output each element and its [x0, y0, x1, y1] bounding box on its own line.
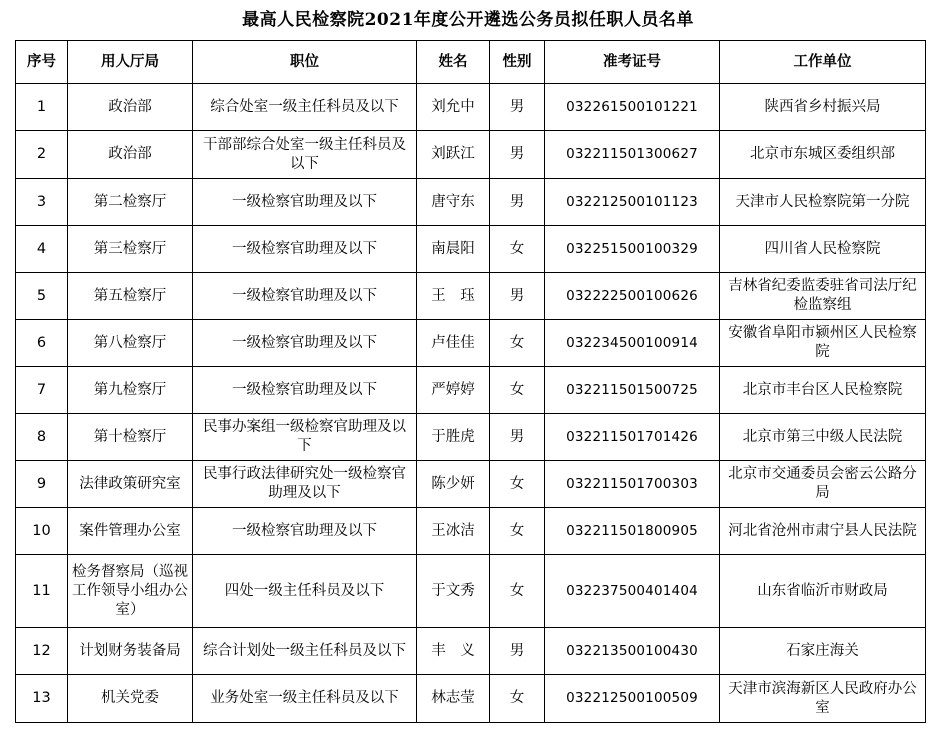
cell-gender: 女 — [490, 675, 545, 723]
cell-name: 于文秀 — [417, 555, 490, 628]
header-no: 序号 — [16, 41, 68, 84]
cell-gender: 男 — [490, 414, 545, 461]
cell-gender: 男 — [490, 131, 545, 179]
header-position: 职位 — [193, 41, 417, 84]
table-row — [16, 414, 926, 461]
cell-exam-id: 032211501800905 — [545, 508, 720, 555]
page-title: 最高人民检察院2021年度公开遴选公务员拟任职人员名单 — [242, 10, 694, 30]
cell-workplace: 北京市东城区委组织部 — [720, 131, 926, 179]
cell-exam-id: 032211501701426 — [545, 414, 720, 461]
cell-exam-id: 032222500100626 — [545, 273, 720, 320]
cell-workplace: 天津市人民检察院第一分院 — [720, 179, 926, 226]
cell-name: 林志莹 — [417, 675, 490, 723]
cell-workplace: 吉林省纪委监委驻省司法厅纪检监察组 — [720, 273, 926, 320]
cell-dept: 第八检察厅 — [68, 320, 193, 367]
cell-dept: 计划财务装备局 — [68, 628, 193, 675]
cell-position: 四处一级主任科员及以下 — [193, 555, 417, 628]
cell-exam-id: 032211501300627 — [545, 131, 720, 179]
cell-exam-id: 032212500101123 — [545, 179, 720, 226]
cell-position: 一级检察官助理及以下 — [193, 273, 417, 320]
cell-gender: 女 — [490, 226, 545, 273]
table-row — [16, 555, 926, 628]
cell-position: 一级检察官助理及以下 — [193, 320, 417, 367]
cell-gender: 男 — [490, 628, 545, 675]
cell-position: 民事办案组一级检察官助理及以下 — [193, 414, 417, 461]
cell-name: 严婷婷 — [417, 367, 490, 414]
cell-dept: 第三检察厅 — [68, 226, 193, 273]
cell-position: 业务处室一级主任科员及以下 — [193, 675, 417, 723]
cell-dept: 第十检察厅 — [68, 414, 193, 461]
cell-gender: 女 — [490, 508, 545, 555]
cell-workplace: 北京市丰台区人民检察院 — [720, 367, 926, 414]
cell-name: 王冰洁 — [417, 508, 490, 555]
cell-exam-id: 032212500100509 — [545, 675, 720, 723]
cell-dept: 第二检察厅 — [68, 179, 193, 226]
cell-no: 3 — [16, 179, 68, 226]
cell-position: 干部部综合处室一级主任科员及以下 — [193, 131, 417, 179]
cell-no: 12 — [16, 628, 68, 675]
cell-no: 5 — [16, 273, 68, 320]
cell-no: 13 — [16, 675, 68, 723]
table-row — [16, 84, 926, 131]
cell-no: 2 — [16, 131, 68, 179]
table-row — [16, 320, 926, 367]
table-row — [16, 461, 926, 508]
cell-gender: 男 — [490, 273, 545, 320]
cell-workplace: 天津市滨海新区人民政府办公室 — [720, 675, 926, 723]
cell-no: 10 — [16, 508, 68, 555]
cell-position: 综合处室一级主任科员及以下 — [193, 84, 417, 131]
cell-name: 陈少妍 — [417, 461, 490, 508]
cell-workplace: 安徽省阜阳市颍州区人民检察院 — [720, 320, 926, 367]
cell-exam-id: 032261500101221 — [545, 84, 720, 131]
cell-workplace: 陕西省乡村振兴局 — [720, 84, 926, 131]
cell-exam-id: 032251500100329 — [545, 226, 720, 273]
cell-gender: 男 — [490, 179, 545, 226]
cell-name: 唐守东 — [417, 179, 490, 226]
cell-gender: 女 — [490, 367, 545, 414]
cell-position: 一级检察官助理及以下 — [193, 179, 417, 226]
cell-workplace: 北京市第三中级人民法院 — [720, 414, 926, 461]
cell-dept: 第九检察厅 — [68, 367, 193, 414]
cell-no: 4 — [16, 226, 68, 273]
cell-name: 卢佳佳 — [417, 320, 490, 367]
cell-workplace: 山东省临沂市财政局 — [720, 555, 926, 628]
cell-position: 一级检察官助理及以下 — [193, 226, 417, 273]
cell-gender: 女 — [490, 555, 545, 628]
cell-position: 综合计划处一级主任科员及以下 — [193, 628, 417, 675]
cell-dept: 法律政策研究室 — [68, 461, 193, 508]
table-row — [16, 226, 926, 273]
cell-no: 6 — [16, 320, 68, 367]
cell-dept: 机关党委 — [68, 675, 193, 723]
candidate-table — [15, 40, 926, 723]
cell-position: 民事行政法律研究处一级检察官助理及以下 — [193, 461, 417, 508]
header-name: 姓名 — [417, 41, 490, 84]
cell-dept: 政治部 — [68, 84, 193, 131]
cell-dept: 案件管理办公室 — [68, 508, 193, 555]
cell-name: 王 珏 — [417, 273, 490, 320]
header-gender: 性别 — [490, 41, 545, 84]
cell-workplace: 河北省沧州市肃宁县人民法院 — [720, 508, 926, 555]
cell-no: 11 — [16, 555, 68, 628]
table-header-row — [16, 41, 926, 84]
cell-workplace: 石家庄海关 — [720, 628, 926, 675]
cell-gender: 男 — [490, 84, 545, 131]
table-row — [16, 628, 926, 675]
cell-name: 刘允中 — [417, 84, 490, 131]
table-row — [16, 179, 926, 226]
cell-name: 丰 义 — [417, 628, 490, 675]
cell-workplace: 四川省人民检察院 — [720, 226, 926, 273]
cell-gender: 女 — [490, 320, 545, 367]
cell-no: 1 — [16, 84, 68, 131]
cell-workplace: 北京市交通委员会密云公路分局 — [720, 461, 926, 508]
cell-position: 一级检察官助理及以下 — [193, 367, 417, 414]
header-workplace: 工作单位 — [720, 41, 926, 84]
cell-exam-id: 032211501700303 — [545, 461, 720, 508]
header-exam-id: 准考证号 — [545, 41, 720, 84]
table-row — [16, 131, 926, 179]
table-row — [16, 367, 926, 414]
cell-no: 7 — [16, 367, 68, 414]
cell-name: 南晨阳 — [417, 226, 490, 273]
cell-name: 刘跃江 — [417, 131, 490, 179]
cell-dept: 政治部 — [68, 131, 193, 179]
cell-gender: 女 — [490, 461, 545, 508]
table-row — [16, 508, 926, 555]
cell-dept: 检务督察局（巡视工作领导小组办公室） — [68, 555, 193, 628]
cell-name: 于胜虎 — [417, 414, 490, 461]
cell-exam-id: 032234500100914 — [545, 320, 720, 367]
cell-no: 9 — [16, 461, 68, 508]
table-row — [16, 273, 926, 320]
cell-position: 一级检察官助理及以下 — [193, 508, 417, 555]
cell-exam-id: 032211501500725 — [545, 367, 720, 414]
table-row — [16, 675, 926, 723]
cell-exam-id: 032237500401404 — [545, 555, 720, 628]
cell-dept: 第五检察厅 — [68, 273, 193, 320]
cell-exam-id: 032213500100430 — [545, 628, 720, 675]
cell-no: 8 — [16, 414, 68, 461]
header-dept: 用人厅局 — [68, 41, 193, 84]
